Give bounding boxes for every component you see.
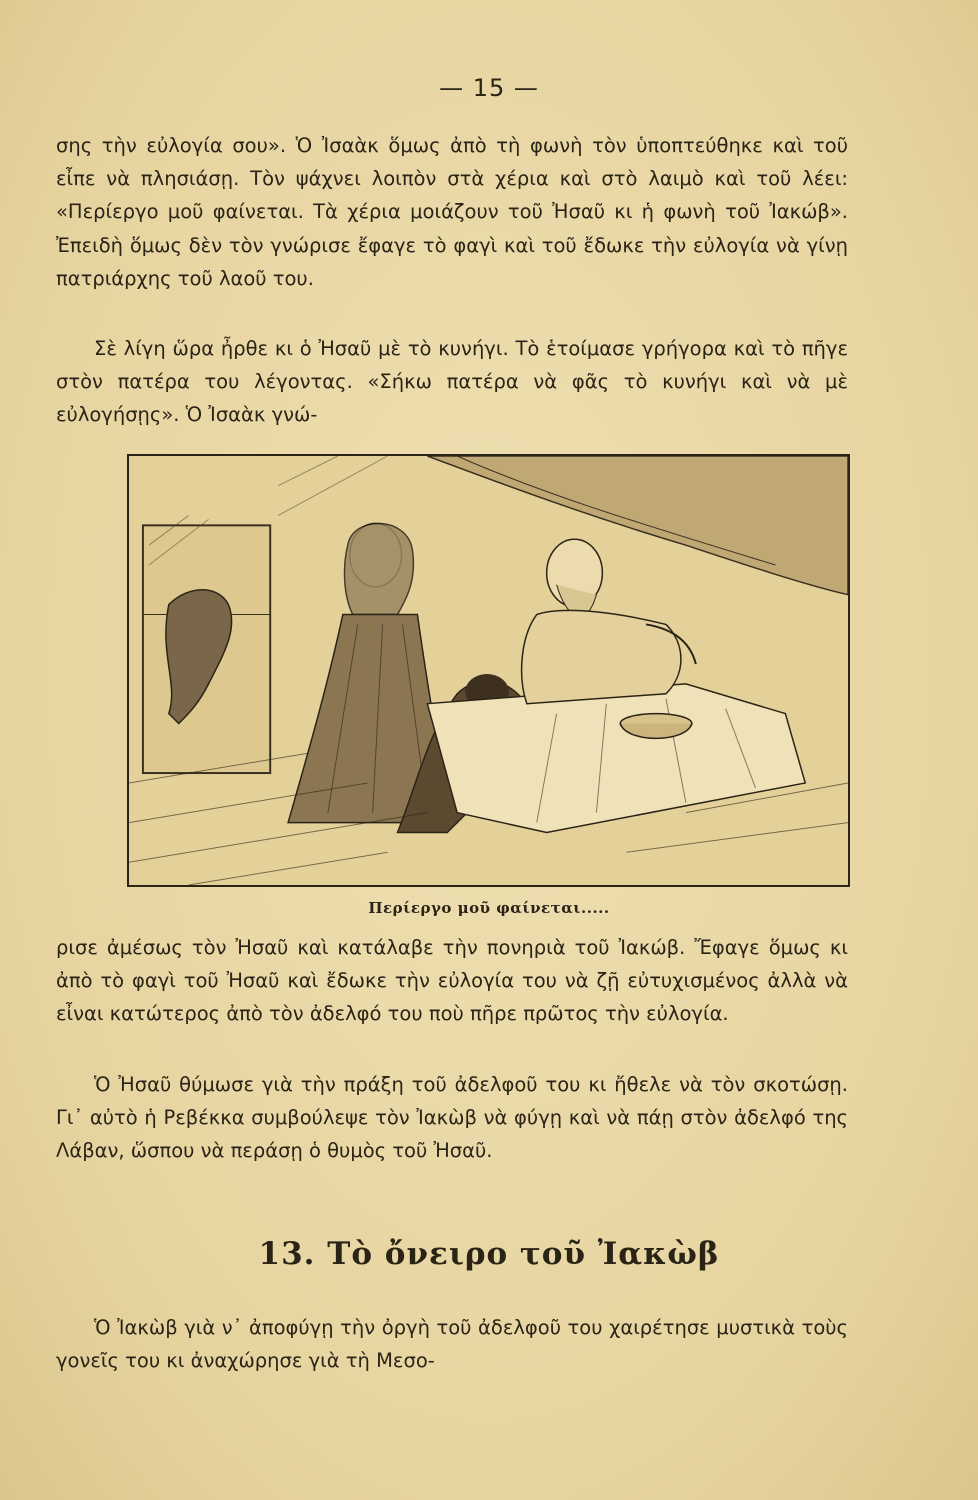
paragraph-2: Σὲ λίγη ὥρα ἦρθε κι ὁ Ἠσαῦ μὲ τὸ κυνήγι. Τὸ ἑτοίμασε γρήγορα καὶ τὸ πῆγε στὸν πατέρα του λέγοντας. «Σήκω πατέρα νὰ φᾶς τὸ κυνήγι καὶ νὰ μὲ εὐλογήσῃς». Ὁ Ἰσαὰκ γνώ- <box>56 337 848 427</box>
engraving-illustration <box>129 456 848 885</box>
paragraph-4: Ὁ Ἠσαῦ θύμωσε γιὰ τὴν πράξη τοῦ ἀδελφοῦ του κι ἤθελε νὰ τὸν σκοτώσῃ. Γι᾽ αὐτὸ ἡ Ρεβέκκα συμβούλεψε τὸν Ἰακὼβ νὰ φύγῃ καὶ νὰ πάῃ στὸν ἀδελφό της Λάβαν, ὥσπου νὰ περάσῃ ὁ θυμὸς τοῦ Ἠσαῦ. <box>56 1073 848 1163</box>
section-title: 13. Τὸ ὄνειρο τοῦ Ἰακὼβ <box>258 1236 720 1272</box>
illustration-isaac-blessing <box>127 454 850 887</box>
paragraph-3: ρισε ἀμέσως τὸν Ἠσαῦ καὶ κατάλαβε τὴν πονηριὰ τοῦ Ἰακώβ. Ἔφαγε ὅμως κι ἀπὸ τὸ φαγὶ τοῦ Ἠσαῦ καὶ ἔδωκε τὴν εὐλογία του νὰ ζῇ εὐτυχισμένος ἀλλὰ νὰ εἶναι κατώτερος ἀπὸ τὸν ἀδελφό του ποὺ πῆρε πρῶτος τὴν εὐλογία. <box>56 936 848 1026</box>
figure-caption: Περίεργο μοῦ φαίνεται..... <box>368 899 610 917</box>
paragraph-5: Ὁ Ἰακὼβ γιὰ ν᾽ ἀποφύγῃ τὴν ὀργὴ τοῦ ἀδελφοῦ του χαιρέτησε μυστικὰ τοὺς γονεῖς του κι ἀναχώρησε γιὰ τὴ Μεσο- <box>56 1316 848 1373</box>
page-number: — 15 — <box>439 74 539 102</box>
paragraph-1: σης τὴν εὐλογία σου». Ὁ Ἰσαὰκ ὅμως ἀπὸ τὴ φωνὴ τὸν ὑποπτεύθηκε καὶ τοῦ εἶπε νὰ πλησιάσῃ. Τὸν ψάχνει λοιπὸν στὰ χέρια καὶ στὸ λαιμὸ καὶ τοῦ λέει: «Περίεργο μοῦ φαίνεται. Τὰ χέρια μοιάζουν τοῦ Ἠσαῦ κι ἡ φωνὴ τοῦ Ἰακώβ». Ἐπειδὴ ὅμως δὲν τὸν γνώρισε ἔφαγε τὸ φαγὶ καὶ τοῦ ἔδωκε τὴν εὐλογία νὰ γίνῃ πατριάρχης τοῦ λαοῦ του. <box>56 134 848 290</box>
